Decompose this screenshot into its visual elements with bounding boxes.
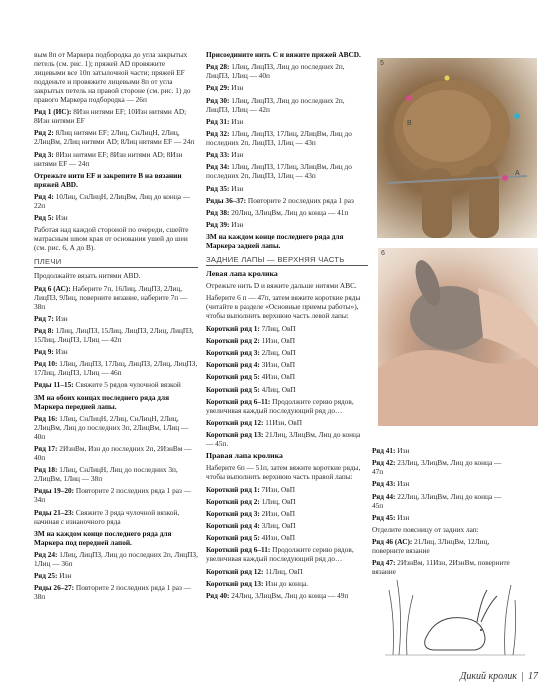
row-label: Короткий ряд 4: [206,360,260,370]
pattern-row [34,583,198,601]
row-text: Наберите 7п, 16Лиц, ЛицПЗ, 2Лиц, ЛицПЗ, 9Лиц, поверните вязание, наберите 7п — 38п [34,283,188,311]
rabbit-sketch-icon [385,560,525,660]
row-label: Короткий ряд 5: [206,384,260,394]
row-label: Ряды 11–15: [34,380,74,390]
page-footer [460,671,538,682]
row-1 [34,107,198,125]
pattern-row [34,347,198,356]
pattern-row [206,348,368,357]
row-text: 2ИзнВм, 11Изн, 2ИзнВм, поверните вязание [372,558,510,577]
pattern-row [34,571,198,580]
row-text: 2Лиц, ОвП [259,348,296,357]
footer-separator: | [521,671,524,682]
pattern-row [206,497,368,506]
photo-number: 6 [381,250,385,257]
row-5 [34,213,198,222]
pattern-row [34,465,198,483]
row-text: Продолжите серию рядов, увеличивая каждый последующий ряд до… [206,545,354,564]
left-leg-text: Наберите 6 п — 47п, затем вяжите короткие ряды (читайте в разделе «Основные приемы работы»), чтобы выполнить верхнюю часть левой лапы: [206,293,361,321]
shoulder-rows-2 [34,414,198,526]
photo-number: 5 [380,60,384,67]
pattern-row [206,567,368,576]
row-label: Ряд 8: [34,325,54,335]
row-label: Ряд 28: [206,62,230,72]
row-4 [34,192,198,210]
row-label: Ряды 19–20: [34,486,75,496]
pattern-row [34,550,198,568]
row-text: 3Лиц, ОвП [259,521,296,531]
pattern-row [34,314,198,323]
pattern-row [206,545,368,563]
row-label: Ряд 35: [206,183,230,193]
row-text: Повторите 2 последних ряда 1 раз — 38п [34,583,192,602]
pattern-row [34,444,198,462]
row-text: 7Лиц, ОвП [259,323,296,333]
row-text: Свяжите 3 ряда чулочной вязкой, начиная с изнаночного ряда [34,507,180,526]
pattern-row [206,83,368,92]
continue-paragraph: Продолжайте вязать нитями ABD. [34,271,141,281]
page-number: 17 [528,671,538,682]
row-label: Короткий ряд 2: [206,335,260,345]
work-paragraph: Работая над каждой стороной по очереди, сшейте матрасным швом края от основания ушей до шеи (см. рис. 6, А до В). [34,225,189,253]
row-label: Ряд 24: [34,549,58,559]
row-label: Короткий ряд 5: [206,533,260,543]
pattern-row [206,129,368,147]
row-label: Короткий ряд 1: [206,323,260,333]
pattern-row [34,486,198,504]
row-label: Короткий ряд 13: [206,578,264,588]
row-label: Ряд 5: [34,213,54,223]
row-text: 1Лиц, ОвП [259,496,296,506]
row-text: 1Лиц, ЛицПЗ, Лиц до последних 2п, ЛицПЗ, 1Лиц — 40п [206,62,345,81]
row-text: 2Изн, ОвП [259,508,295,518]
row-label: Ряд 40: [206,591,230,600]
row-text: 3Изн, ОвП [259,360,295,370]
row-label: Ряд 38: [206,207,230,217]
row-text: 4Изн, ОвП [259,533,295,543]
row-text: Изн [395,512,410,522]
row-label: Короткий ряд 3: [206,508,260,518]
row-label: Ряд 18: [34,465,58,475]
pattern-row [34,284,198,311]
row-text: 8Изн нитями EF; 10Изн нитями AD; 8Изн нитями EF [34,107,187,126]
pattern-row [372,513,512,522]
row-text: 1Лиц, ЛицПЗ, Лиц до последних 2п, ЛицПЗ, 1Лиц — 42п [206,95,345,114]
pattern-row [34,359,198,377]
body-rows [206,62,368,229]
row-label: Короткий ряд 5: [206,372,260,382]
row-text: Изн [57,571,72,581]
pattern-row [206,385,368,394]
pattern-row [206,360,368,369]
row-text: Изн [53,313,68,323]
row-text: Изн [229,183,244,193]
row-label: Короткий ряд 12: [206,566,264,576]
intro-paragraph: вым 8п от Маркера подбородка до угла закрытых петель (см. рис. 1); пряжей AD провяжите лицевыми все 10п затылочной части; пряжей EF подденьте и провяжите лицевыми 8п от угла закрытых петель на правой стороне (см. рис. 1) до правого Маркера подбородка — 26п [34,50,191,104]
pattern-row [34,380,198,389]
row-label: Ряд 30: [206,95,230,105]
row-text: Изн [395,446,410,455]
pattern-row [206,324,368,333]
row-text: 11Лиц, ОвП [263,566,303,576]
pattern-row [206,509,368,518]
pattern-row [206,196,368,205]
row-label: Ряд 16: [34,413,58,423]
pattern-row [206,96,368,114]
row-text: 2ИзнВм, Изн до последних 2п, 2ИзнВм — 40п [34,444,192,462]
row-label: Ряд 46 (АС): [372,537,413,547]
section-heading-shoulders: ПЛЕЧИ [34,257,198,268]
row-label: Короткий ряд 6–11: [206,396,271,406]
row-label: Ряд 44: [372,491,396,501]
cut-instruction: Отрежьте нити EF и закрепите B на вязании пряжей ABD. [34,170,182,189]
pattern-row [206,62,368,80]
pattern-row [206,208,368,217]
photo-marker-a: A [515,170,520,177]
pattern-row [206,579,368,588]
row-text: 11Изн, ОвП [263,417,303,427]
footer-title: Дикий кролик [459,671,517,682]
pattern-row [206,591,368,600]
final-rows [372,446,512,522]
pattern-row [206,372,368,381]
photo-step-5 [377,58,537,238]
row-label: Ряд 47: [372,558,396,568]
pattern-row [206,220,368,229]
row-text: Изн [229,83,244,93]
row-text: 1Лиц, СнЛицН, 2Лиц, СнЛицН, 2Лиц, 2ЛицВм, Лиц до последних 3п, 2ЛицВм, 1Лиц — 40п [34,413,189,441]
row-text: Изн [229,116,244,126]
row-label: Ряд 45: [372,512,396,522]
knitted-bunny-body-illustration [377,58,537,238]
row-2 [34,128,198,146]
pattern-row [34,508,198,526]
column-1 [34,50,198,605]
row-text: 1Лиц, ЛицПЗ, 15Лиц, ЛицПЗ, 2Лиц, ЛицПЗ, 15Лиц, ЛицПЗ, 1Лиц — 42п [34,325,194,344]
left-leg-intro: Отрежьте нить D и вяжите дальше нитями ABC. [206,281,357,291]
separate-instruction: Отделите поясницу от задних лап: [372,524,479,534]
pattern-row [34,326,198,344]
row-label: Короткий ряд 6–11: [206,545,271,555]
row-label: Ряд 31: [206,116,230,126]
row-label: Ряд 2: [34,128,54,138]
row-text: Изн [53,213,68,223]
row-text: 1Лиц, ЛицПЗ, 17Лиц, ЛицПЗ, 2Лиц, ЛицПЗ, 17Лиц, ЛицПЗ, 1Лиц — 46п [34,359,198,378]
attach-instruction: Присоедините нить С и вяжите пряжей ABCD. [206,50,361,59]
section-heading-hind-legs: ЗАДНИЕ ЛАПЫ — ВЕРХНЯЯ ЧАСТЬ [206,255,368,266]
row-text: Продолжите серию рядов, увеличивая каждый последующий ряд до… [206,396,354,415]
marker-note: ЗМ на каждом конце последнего ряда для Маркера задней лапы. [206,232,344,251]
pattern-row [34,414,198,441]
pattern-row [206,485,368,494]
pattern-row [206,430,368,448]
right-leg-title: Правая лапа кролика [206,451,283,461]
row-label: Короткий ряд 1: [206,484,260,494]
left-leg-rows [206,324,368,449]
row-label: Ряды 21–23: [34,507,75,517]
pattern-row [206,184,368,193]
row-text: 10Лиц, СнЛицН, 2ЛицВм, Лиц до конца — 22п [34,191,191,210]
right-leg-rows [206,485,368,601]
marker-note-2: ЗМ на каждом конце последнего ряда для Маркера под передней лапой. [34,528,172,547]
row-text: 4Изн, ОвП [259,372,295,382]
right-leg-text: Наберите 6п — 51п, затем вяжите короткие ряды, чтобы выполнить верхнюю часть правой лапы: [206,463,361,482]
row-label: Ряд 1 (ИС): [34,107,72,117]
row-text: 20Лиц, 3ЛицВм, Лиц до конца — 41п [229,207,349,217]
row-label: Ряд 33: [206,150,230,160]
row-label: Ряд 29: [206,83,230,93]
row-text: 1Лиц, ЛицПЗ, Лиц до последних 2п, ЛицПЗ, 1Лиц — 36п [34,549,198,568]
row-text: Свяжите 5 рядов чулочной вязкой [73,380,181,390]
row-text: Изн [53,347,68,357]
pattern-row [206,336,368,345]
hands-holding-bunny-illustration [378,248,538,426]
row-text: 1Лиц, ЛицПЗ, 17Лиц, 2ЛицВм, Лиц до последних 2п, ЛицПЗ, 1Лиц — 43п [206,128,352,147]
row-label: Ряд 17: [34,444,58,453]
row-label: Короткий ряд 2: [206,496,260,506]
row-text: Изн до конца. [263,578,309,588]
row-text: 4Лиц, ОвП [259,384,296,394]
row-text: 24Лиц, 3ЛицВм, Лиц до конца — 49п [229,591,349,600]
row-text: Повторите 2 последних ряда 1 раз [246,195,354,205]
pattern-row [206,117,368,126]
row-label: Ряд 39: [206,220,230,230]
row-text: Изн [395,479,410,489]
row-label: Ряд 4: [34,191,54,201]
row-label: Ряд 42: [372,458,396,468]
row-label: Короткий ряд 13: [206,430,264,440]
photo-marker-b: B [407,120,412,127]
row-text: 8Лиц нитями EF; 2Лиц, СнЛицН, 2Лиц, 2ЛицВм, 2Лиц нитями AD; 8Лиц нитями EF — 24п [34,128,195,147]
pattern-row [372,458,512,476]
pattern-row [206,150,368,159]
pattern-row [372,479,512,488]
pattern-row [372,492,512,510]
row-label: Ряд 7: [34,313,54,323]
row-label: Ряд 10: [34,359,58,369]
row-text: 21Лиц, 3ЛицВм, 12Лиц, поверните вязание [372,537,490,556]
row-text: 21Лиц, 3ЛицВм, Лиц до конца — 45п. [206,430,361,449]
row-label: Ряд 9: [34,347,54,357]
row-label: Ряд 32: [206,128,230,138]
row-label: Ряды 36–37: [206,195,247,205]
row-label: Ряды 26–27: [34,583,75,593]
row-label: Ряд 34: [206,162,230,172]
shoulder-rows [34,284,198,390]
pattern-row [206,397,368,415]
row-label: Короткий ряд 12: [206,417,264,427]
row-text: 7Изн, ОвП [259,484,295,494]
photo-step-6 [378,248,538,426]
row-label: Ряд 6 (АС): [34,283,71,293]
row-label: Ряд 25: [34,571,58,581]
row-label: Короткий ряд 4: [206,521,260,531]
row-label: Ряд 43: [372,479,396,489]
pattern-row [372,446,512,455]
pattern-row [206,533,368,542]
marker-note: ЗМ на обоих концах последнего ряда для Маркера передней лапы. [34,392,170,411]
row-text: 8Изн нитями EF; 8Изн нитями AD; 8Изн нитями EF — 24п [34,149,183,168]
pattern-row [372,537,512,555]
row-text: 1Лиц, ЛицПЗ, 17Лиц, 3ЛицВм, Лиц до последних 2п, ЛицПЗ, 1Лиц — 43п [206,162,352,181]
row-text: 23Лиц, 3ЛицВм, Лиц до конца — 47п [372,458,502,477]
left-leg-title: Левая лапа кролика [206,269,278,279]
pattern-row [206,162,368,180]
pattern-row [206,418,368,427]
row-label: Короткий ряд 3: [206,348,260,357]
row-text: Изн [229,150,244,160]
row-text: Повторите 2 последних ряда 1 раз — 34п [34,486,192,505]
row-label: Ряд 3: [34,149,54,159]
row-text: 22Лиц, 3ЛицВм, Лиц до конца — 45п [372,491,502,510]
shoulder-rows-3 [34,550,198,601]
row-text: 1Изн, ОвП [259,335,295,345]
pattern-row [206,521,368,530]
row-label: Ряд 41: [372,446,396,455]
column-2 [206,50,368,603]
row-text: Изн [229,220,244,230]
row-3 [34,150,198,168]
row-text: 1Лиц, СнЛицН, Лиц до последних 3п, 2ЛицВм, 1Лиц — 38п [34,465,178,484]
